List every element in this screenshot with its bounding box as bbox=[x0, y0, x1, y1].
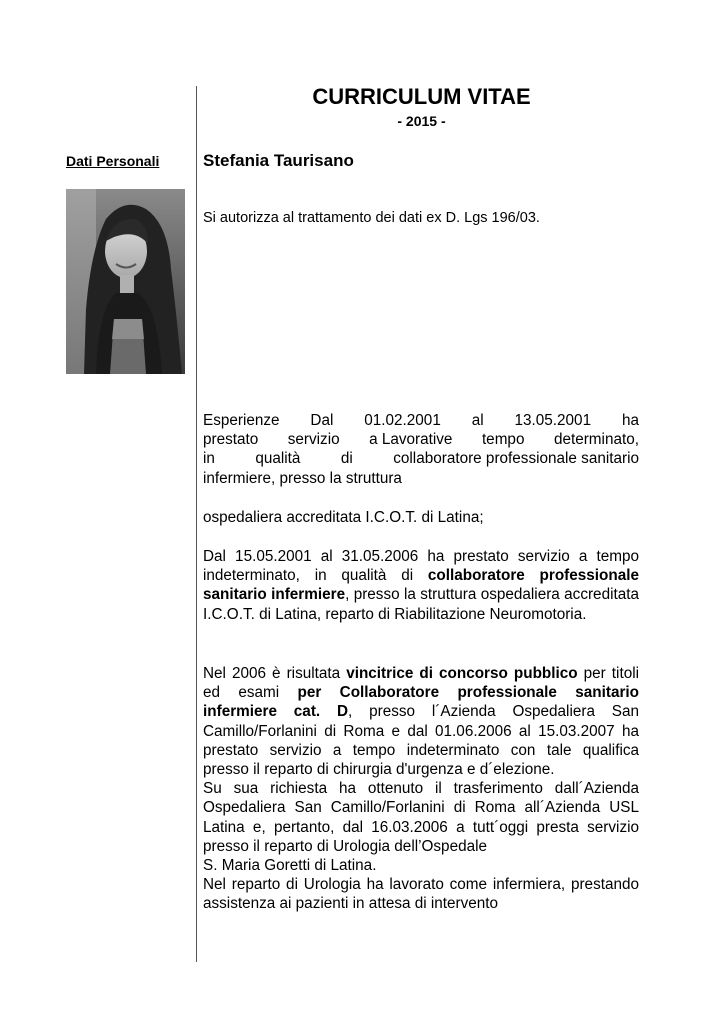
experience-paragraph-4: Su sua richiesta ha ottenuto il trasferimento dall´Azienda Ospedaliera San Camillo/Forlanini di Roma all´Azienda USL Latina e, pertanto, dal 16.03.2006 a tutt´oggi presta servizio presso il reparto di Urologia dell’Ospedale bbox=[203, 780, 639, 855]
document-year: - 2015 - bbox=[397, 113, 446, 129]
experience-paragraph-1-continued: ospedaliera accreditata I.C.O.T. di Latina; bbox=[203, 509, 484, 526]
person-name: Stefania Taurisano bbox=[203, 151, 354, 170]
text-line: prestato servizio a Lavorative tempo determinato, bbox=[203, 431, 639, 449]
text-line: Esperienze Dal 01.02.2001 al 13.05.2001 ha bbox=[203, 412, 639, 429]
text-line: infermiere, presso la struttura bbox=[203, 469, 402, 487]
experience-paragraph-3: Nel 2006 è risultata vincitrice di concorso pubblico per titoli ed esami per Collaboratore professionale sanitario infermiere cat. D, presso l´Azienda Ospedaliera San Camillo/Forlanini di Roma e dal 01.06.2006 al 15.03.2007 ha prestato servizio a tempo indeterminato con tale qualifica presso il reparto di chirurgia d'urgenza e d´elezione. Su sua richiesta ha ottenuto il trasferimento dall´Azienda Ospedaliera San Camillo/Forlanini di Roma all´Azienda USL Latina e, pertanto, dal 16.03.2006 a tutt´oggi presta servizio presso il reparto di Urologia dell’Ospedale S. Maria Goretti di Latina. Nel reparto di Urologia ha lavorato come infermiera, prestando assistenza ai pazienti in attesa di intervento bbox=[203, 665, 640, 913]
document-title: CURRICULUM VITAE bbox=[312, 84, 531, 109]
experience-paragraph-1 bbox=[203, 411, 639, 488]
portrait-image bbox=[66, 189, 185, 374]
column-divider bbox=[196, 86, 197, 962]
text-line: in qualità di collaboratore professionale sanitario bbox=[203, 450, 639, 468]
experience-paragraph-2: Dal 15.05.2001 al 31.05.2006 ha prestato servizio a tempo indeterminato, in qualità di collaboratore professionale sanitario infermiere, presso la struttura ospedaliera accreditata I.C.O.T. di Latina, reparto di Riabilitazione Neuromotoria. bbox=[203, 548, 639, 623]
section-label-personal-data: Dati Personali bbox=[66, 153, 160, 169]
portrait-photo bbox=[66, 189, 185, 374]
experience-paragraph-4-continued: S. Maria Goretti di Latina. bbox=[203, 857, 377, 875]
experience-paragraph-5: Nel reparto di Urologia ha lavorato come infermiera, prestando assistenza ai pazienti in attesa di intervento bbox=[203, 876, 639, 913]
privacy-consent: Si autorizza al trattamento dei dati ex D. Lgs 196/03. bbox=[203, 210, 540, 226]
